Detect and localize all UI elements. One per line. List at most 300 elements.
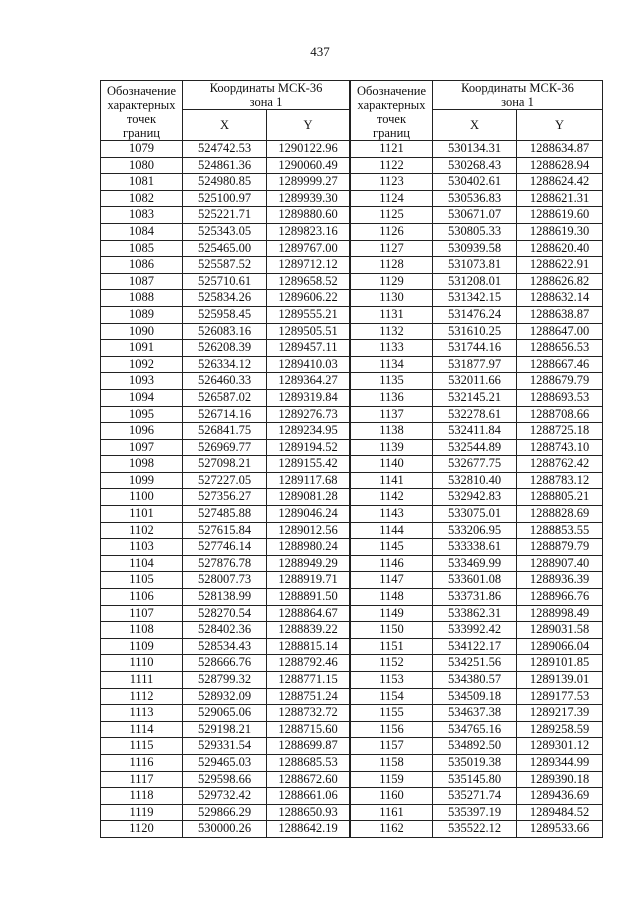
coord-x: 526969.77 bbox=[183, 439, 267, 456]
coord-x: 534892.50 bbox=[433, 738, 517, 755]
coord-y: 1289217.39 bbox=[517, 705, 603, 722]
table-row bbox=[101, 506, 350, 523]
coord-x: 527356.27 bbox=[183, 489, 267, 506]
header-x: X bbox=[183, 110, 267, 141]
coord-x: 531073.81 bbox=[433, 257, 517, 274]
header-coordinates: Координаты МСК-36 зона 1 bbox=[433, 81, 603, 110]
point-number: 1158 bbox=[351, 754, 433, 771]
coord-x: 534122.17 bbox=[433, 638, 517, 655]
coord-y: 1288732.72 bbox=[267, 705, 350, 722]
coord-y: 1288650.93 bbox=[267, 804, 350, 821]
coord-x: 530134.31 bbox=[433, 141, 517, 158]
table-row bbox=[351, 572, 603, 589]
coord-y: 1288656.53 bbox=[517, 340, 603, 357]
table-row bbox=[351, 190, 603, 207]
coord-x: 530939.58 bbox=[433, 240, 517, 257]
table-row bbox=[101, 788, 350, 805]
coord-x: 528534.43 bbox=[183, 638, 267, 655]
coord-x: 527227.05 bbox=[183, 472, 267, 489]
point-number: 1109 bbox=[101, 638, 183, 655]
point-number: 1136 bbox=[351, 389, 433, 406]
coord-y: 1288907.40 bbox=[517, 555, 603, 572]
coord-y: 1289117.68 bbox=[267, 472, 350, 489]
point-number: 1128 bbox=[351, 257, 433, 274]
table-row bbox=[351, 771, 603, 788]
table-row bbox=[101, 257, 350, 274]
coord-y: 1289139.01 bbox=[517, 672, 603, 689]
point-number: 1122 bbox=[351, 157, 433, 174]
point-number: 1152 bbox=[351, 655, 433, 672]
table-row bbox=[351, 821, 603, 838]
coord-x: 533206.95 bbox=[433, 522, 517, 539]
coord-y: 1288879.79 bbox=[517, 539, 603, 556]
coord-y: 1289258.59 bbox=[517, 721, 603, 738]
point-number: 1102 bbox=[101, 522, 183, 539]
coord-x: 530000.26 bbox=[183, 821, 267, 838]
table-row bbox=[351, 323, 603, 340]
table-row bbox=[101, 207, 350, 224]
table-row bbox=[351, 589, 603, 606]
header-coordinates: Координаты МСК-36 зона 1 bbox=[183, 81, 350, 110]
coord-x: 525465.00 bbox=[183, 240, 267, 257]
point-number: 1160 bbox=[351, 788, 433, 805]
coord-x: 528007.73 bbox=[183, 572, 267, 589]
coord-y: 1289823.16 bbox=[267, 223, 350, 240]
coord-x: 526208.39 bbox=[183, 340, 267, 357]
table-row bbox=[351, 655, 603, 672]
coord-x: 531342.15 bbox=[433, 290, 517, 307]
point-number: 1132 bbox=[351, 323, 433, 340]
coord-x: 531744.16 bbox=[433, 340, 517, 357]
coord-x: 532544.89 bbox=[433, 439, 517, 456]
point-number: 1086 bbox=[101, 257, 183, 274]
coordinates-table-left bbox=[100, 80, 350, 838]
point-number: 1157 bbox=[351, 738, 433, 755]
coord-x: 533601.08 bbox=[433, 572, 517, 589]
table-row bbox=[101, 389, 350, 406]
table-row bbox=[351, 207, 603, 224]
coord-y: 1290060.49 bbox=[267, 157, 350, 174]
coord-y: 1289276.73 bbox=[267, 406, 350, 423]
coord-y: 1289390.18 bbox=[517, 771, 603, 788]
point-number: 1134 bbox=[351, 356, 433, 373]
coord-y: 1288980.24 bbox=[267, 539, 350, 556]
table-row bbox=[351, 804, 603, 821]
header-designation: Обозначение характерных точек границ bbox=[351, 81, 433, 141]
coord-y: 1289344.99 bbox=[517, 754, 603, 771]
coord-x: 530402.61 bbox=[433, 174, 517, 191]
coord-x: 526334.12 bbox=[183, 356, 267, 373]
point-number: 1111 bbox=[101, 672, 183, 689]
table-row bbox=[101, 672, 350, 689]
point-number: 1117 bbox=[101, 771, 183, 788]
coord-y: 1288771.15 bbox=[267, 672, 350, 689]
coord-y: 1288661.06 bbox=[267, 788, 350, 805]
coord-x: 527485.88 bbox=[183, 506, 267, 523]
coord-y: 1288620.40 bbox=[517, 240, 603, 257]
point-number: 1148 bbox=[351, 589, 433, 606]
coord-y: 1289606.22 bbox=[267, 290, 350, 307]
coord-x: 526083.16 bbox=[183, 323, 267, 340]
point-number: 1106 bbox=[101, 589, 183, 606]
coord-y: 1289939.30 bbox=[267, 190, 350, 207]
coord-y: 1289505.51 bbox=[267, 323, 350, 340]
coord-x: 528402.36 bbox=[183, 622, 267, 639]
coord-y: 1288815.14 bbox=[267, 638, 350, 655]
table-row bbox=[101, 721, 350, 738]
coord-y: 1288783.12 bbox=[517, 472, 603, 489]
point-number: 1151 bbox=[351, 638, 433, 655]
table-row bbox=[101, 688, 350, 705]
table-row bbox=[351, 439, 603, 456]
coord-y: 1288708.66 bbox=[517, 406, 603, 423]
table-row bbox=[351, 306, 603, 323]
coord-x: 531610.25 bbox=[433, 323, 517, 340]
point-number: 1115 bbox=[101, 738, 183, 755]
point-number: 1100 bbox=[101, 489, 183, 506]
coord-x: 528666.76 bbox=[183, 655, 267, 672]
coord-y: 1288634.87 bbox=[517, 141, 603, 158]
coord-x: 532145.21 bbox=[433, 389, 517, 406]
coord-x: 524742.53 bbox=[183, 141, 267, 158]
table-row bbox=[101, 622, 350, 639]
table-row bbox=[351, 721, 603, 738]
point-number: 1101 bbox=[101, 506, 183, 523]
point-number: 1090 bbox=[101, 323, 183, 340]
table-row bbox=[101, 489, 350, 506]
coord-y: 1289319.84 bbox=[267, 389, 350, 406]
table-row bbox=[101, 572, 350, 589]
coord-x: 533862.31 bbox=[433, 605, 517, 622]
table-row bbox=[101, 655, 350, 672]
coord-x: 530536.83 bbox=[433, 190, 517, 207]
table-row bbox=[101, 522, 350, 539]
coord-y: 1288672.60 bbox=[267, 771, 350, 788]
table-row bbox=[351, 290, 603, 307]
coord-x: 527098.21 bbox=[183, 456, 267, 473]
coord-x: 534765.16 bbox=[433, 721, 517, 738]
point-number: 1145 bbox=[351, 539, 433, 556]
coord-x: 526587.02 bbox=[183, 389, 267, 406]
point-number: 1125 bbox=[351, 207, 433, 224]
table-row bbox=[351, 257, 603, 274]
table-row bbox=[351, 223, 603, 240]
table-row bbox=[351, 406, 603, 423]
coord-y: 1289066.04 bbox=[517, 638, 603, 655]
table-row bbox=[351, 622, 603, 639]
table-row bbox=[351, 605, 603, 622]
point-number: 1079 bbox=[101, 141, 183, 158]
point-number: 1082 bbox=[101, 190, 183, 207]
coord-x: 528270.54 bbox=[183, 605, 267, 622]
table-row bbox=[101, 456, 350, 473]
point-number: 1130 bbox=[351, 290, 433, 307]
coord-y: 1288679.79 bbox=[517, 373, 603, 390]
coord-x: 525958.45 bbox=[183, 306, 267, 323]
header-designation: Обозначение характерных точек границ bbox=[101, 81, 183, 141]
coord-y: 1289177.53 bbox=[517, 688, 603, 705]
point-number: 1155 bbox=[351, 705, 433, 722]
table-row bbox=[351, 174, 603, 191]
coord-y: 1289031.58 bbox=[517, 622, 603, 639]
table-row bbox=[101, 190, 350, 207]
coord-x: 533469.99 bbox=[433, 555, 517, 572]
coord-x: 529331.54 bbox=[183, 738, 267, 755]
coord-x: 525587.52 bbox=[183, 257, 267, 274]
table-row bbox=[351, 472, 603, 489]
coord-y: 1288626.82 bbox=[517, 273, 603, 290]
point-number: 1159 bbox=[351, 771, 433, 788]
coord-y: 1288919.71 bbox=[267, 572, 350, 589]
point-number: 1096 bbox=[101, 423, 183, 440]
coord-x: 528138.99 bbox=[183, 589, 267, 606]
point-number: 1092 bbox=[101, 356, 183, 373]
coord-y: 1288853.55 bbox=[517, 522, 603, 539]
table-row bbox=[351, 506, 603, 523]
table-row bbox=[351, 738, 603, 755]
table-row bbox=[351, 754, 603, 771]
point-number: 1085 bbox=[101, 240, 183, 257]
coord-x: 532677.75 bbox=[433, 456, 517, 473]
coord-x: 532011.66 bbox=[433, 373, 517, 390]
coord-x: 530671.07 bbox=[433, 207, 517, 224]
coord-x: 525100.97 bbox=[183, 190, 267, 207]
point-number: 1083 bbox=[101, 207, 183, 224]
table-row bbox=[101, 771, 350, 788]
coord-y: 1289081.28 bbox=[267, 489, 350, 506]
point-number: 1149 bbox=[351, 605, 433, 622]
table-row bbox=[351, 157, 603, 174]
coord-y: 1288624.42 bbox=[517, 174, 603, 191]
table-row bbox=[351, 340, 603, 357]
coord-y: 1288864.67 bbox=[267, 605, 350, 622]
table-row bbox=[351, 638, 603, 655]
table-row bbox=[101, 439, 350, 456]
table-row bbox=[351, 273, 603, 290]
coord-x: 529866.29 bbox=[183, 804, 267, 821]
table-row bbox=[101, 555, 350, 572]
table-row bbox=[351, 705, 603, 722]
table-row bbox=[101, 705, 350, 722]
coord-x: 533075.01 bbox=[433, 506, 517, 523]
coord-x: 533338.61 bbox=[433, 539, 517, 556]
coord-y: 1288685.53 bbox=[267, 754, 350, 771]
point-number: 1131 bbox=[351, 306, 433, 323]
point-number: 1080 bbox=[101, 157, 183, 174]
coord-x: 526714.16 bbox=[183, 406, 267, 423]
point-number: 1121 bbox=[351, 141, 433, 158]
coord-y: 1288751.24 bbox=[267, 688, 350, 705]
point-number: 1094 bbox=[101, 389, 183, 406]
coord-x: 535271.74 bbox=[433, 788, 517, 805]
point-number: 1095 bbox=[101, 406, 183, 423]
point-number: 1099 bbox=[101, 472, 183, 489]
coord-x: 533992.42 bbox=[433, 622, 517, 639]
coord-x: 534509.18 bbox=[433, 688, 517, 705]
coord-y: 1289301.12 bbox=[517, 738, 603, 755]
coord-y: 1288725.18 bbox=[517, 423, 603, 440]
coord-y: 1288632.14 bbox=[517, 290, 603, 307]
point-number: 1123 bbox=[351, 174, 433, 191]
coord-x: 526460.33 bbox=[183, 373, 267, 390]
point-number: 1146 bbox=[351, 555, 433, 572]
coord-x: 528799.32 bbox=[183, 672, 267, 689]
coord-y: 1288998.49 bbox=[517, 605, 603, 622]
coord-y: 1288715.60 bbox=[267, 721, 350, 738]
coord-x: 525343.05 bbox=[183, 223, 267, 240]
point-number: 1103 bbox=[101, 539, 183, 556]
coord-x: 532411.84 bbox=[433, 423, 517, 440]
point-number: 1097 bbox=[101, 439, 183, 456]
point-number: 1143 bbox=[351, 506, 433, 523]
point-number: 1112 bbox=[101, 688, 183, 705]
coord-x: 531476.24 bbox=[433, 306, 517, 323]
table-row bbox=[101, 340, 350, 357]
table-row bbox=[351, 141, 603, 158]
point-number: 1119 bbox=[101, 804, 183, 821]
header-y: Y bbox=[517, 110, 603, 141]
coord-y: 1288839.22 bbox=[267, 622, 350, 639]
coord-x: 530805.33 bbox=[433, 223, 517, 240]
coord-y: 1289712.12 bbox=[267, 257, 350, 274]
table-row bbox=[351, 688, 603, 705]
point-number: 1126 bbox=[351, 223, 433, 240]
table-row bbox=[351, 423, 603, 440]
coord-y: 1288647.00 bbox=[517, 323, 603, 340]
coord-x: 525710.61 bbox=[183, 273, 267, 290]
coord-y: 1288667.46 bbox=[517, 356, 603, 373]
point-number: 1154 bbox=[351, 688, 433, 705]
table-row bbox=[101, 406, 350, 423]
table-row bbox=[101, 174, 350, 191]
table-row bbox=[351, 356, 603, 373]
coord-y: 1288743.10 bbox=[517, 439, 603, 456]
table-row bbox=[351, 240, 603, 257]
point-number: 1150 bbox=[351, 622, 433, 639]
coord-x: 525221.71 bbox=[183, 207, 267, 224]
table-row bbox=[101, 821, 350, 838]
point-number: 1118 bbox=[101, 788, 183, 805]
table-row bbox=[101, 290, 350, 307]
point-number: 1105 bbox=[101, 572, 183, 589]
table-row bbox=[351, 489, 603, 506]
coord-y: 1289880.60 bbox=[267, 207, 350, 224]
point-number: 1104 bbox=[101, 555, 183, 572]
coord-x: 533731.86 bbox=[433, 589, 517, 606]
coordinates-table-right bbox=[350, 80, 603, 838]
coord-y: 1288638.87 bbox=[517, 306, 603, 323]
coord-y: 1288891.50 bbox=[267, 589, 350, 606]
page-number: 437 bbox=[310, 44, 330, 59]
point-number: 1135 bbox=[351, 373, 433, 390]
point-number: 1098 bbox=[101, 456, 183, 473]
coord-x: 529465.03 bbox=[183, 754, 267, 771]
point-number: 1140 bbox=[351, 456, 433, 473]
coord-y: 1289101.85 bbox=[517, 655, 603, 672]
point-number: 1141 bbox=[351, 472, 433, 489]
table-row bbox=[101, 323, 350, 340]
coord-x: 535397.19 bbox=[433, 804, 517, 821]
coord-y: 1288805.21 bbox=[517, 489, 603, 506]
coord-y: 1289533.66 bbox=[517, 821, 603, 838]
table-row bbox=[351, 672, 603, 689]
coord-y: 1288693.53 bbox=[517, 389, 603, 406]
coord-x: 529065.06 bbox=[183, 705, 267, 722]
coord-y: 1288762.42 bbox=[517, 456, 603, 473]
coord-y: 1288966.76 bbox=[517, 589, 603, 606]
point-number: 1137 bbox=[351, 406, 433, 423]
coord-y: 1289658.52 bbox=[267, 273, 350, 290]
coord-y: 1289046.24 bbox=[267, 506, 350, 523]
coord-y: 1288949.29 bbox=[267, 555, 350, 572]
header-x: X bbox=[433, 110, 517, 141]
point-number: 1084 bbox=[101, 223, 183, 240]
table-row bbox=[351, 389, 603, 406]
point-number: 1091 bbox=[101, 340, 183, 357]
coord-y: 1289234.95 bbox=[267, 423, 350, 440]
point-number: 1120 bbox=[101, 821, 183, 838]
table-row bbox=[351, 456, 603, 473]
point-number: 1113 bbox=[101, 705, 183, 722]
table-row bbox=[101, 157, 350, 174]
point-number: 1142 bbox=[351, 489, 433, 506]
coord-x: 525834.26 bbox=[183, 290, 267, 307]
point-number: 1124 bbox=[351, 190, 433, 207]
coord-x: 531208.01 bbox=[433, 273, 517, 290]
point-number: 1147 bbox=[351, 572, 433, 589]
table-row bbox=[351, 373, 603, 390]
coord-x: 529732.42 bbox=[183, 788, 267, 805]
coord-x: 531877.97 bbox=[433, 356, 517, 373]
coord-y: 1290122.96 bbox=[267, 141, 350, 158]
table-row bbox=[101, 306, 350, 323]
coord-x: 534251.56 bbox=[433, 655, 517, 672]
table-row bbox=[101, 804, 350, 821]
coord-y: 1288936.39 bbox=[517, 572, 603, 589]
table-row bbox=[351, 522, 603, 539]
coord-y: 1289484.52 bbox=[517, 804, 603, 821]
coord-y: 1289436.69 bbox=[517, 788, 603, 805]
coord-y: 1288622.91 bbox=[517, 257, 603, 274]
table-row bbox=[101, 589, 350, 606]
table-row bbox=[101, 273, 350, 290]
table-row bbox=[101, 738, 350, 755]
coord-x: 524980.85 bbox=[183, 174, 267, 191]
coord-x: 524861.36 bbox=[183, 157, 267, 174]
coord-x: 527876.78 bbox=[183, 555, 267, 572]
coord-y: 1288619.60 bbox=[517, 207, 603, 224]
table-row bbox=[351, 539, 603, 556]
coord-y: 1288828.69 bbox=[517, 506, 603, 523]
point-number: 1089 bbox=[101, 306, 183, 323]
point-number: 1139 bbox=[351, 439, 433, 456]
coord-x: 527746.14 bbox=[183, 539, 267, 556]
point-number: 1156 bbox=[351, 721, 433, 738]
coord-y: 1289767.00 bbox=[267, 240, 350, 257]
point-number: 1087 bbox=[101, 273, 183, 290]
point-number: 1093 bbox=[101, 373, 183, 390]
coord-y: 1289999.27 bbox=[267, 174, 350, 191]
coord-x: 532278.61 bbox=[433, 406, 517, 423]
table-row bbox=[101, 638, 350, 655]
point-number: 1088 bbox=[101, 290, 183, 307]
coord-x: 526841.75 bbox=[183, 423, 267, 440]
coord-y: 1288699.87 bbox=[267, 738, 350, 755]
table-row bbox=[101, 373, 350, 390]
coord-x: 535145.80 bbox=[433, 771, 517, 788]
coord-y: 1288642.19 bbox=[267, 821, 350, 838]
coord-x: 535019.38 bbox=[433, 754, 517, 771]
